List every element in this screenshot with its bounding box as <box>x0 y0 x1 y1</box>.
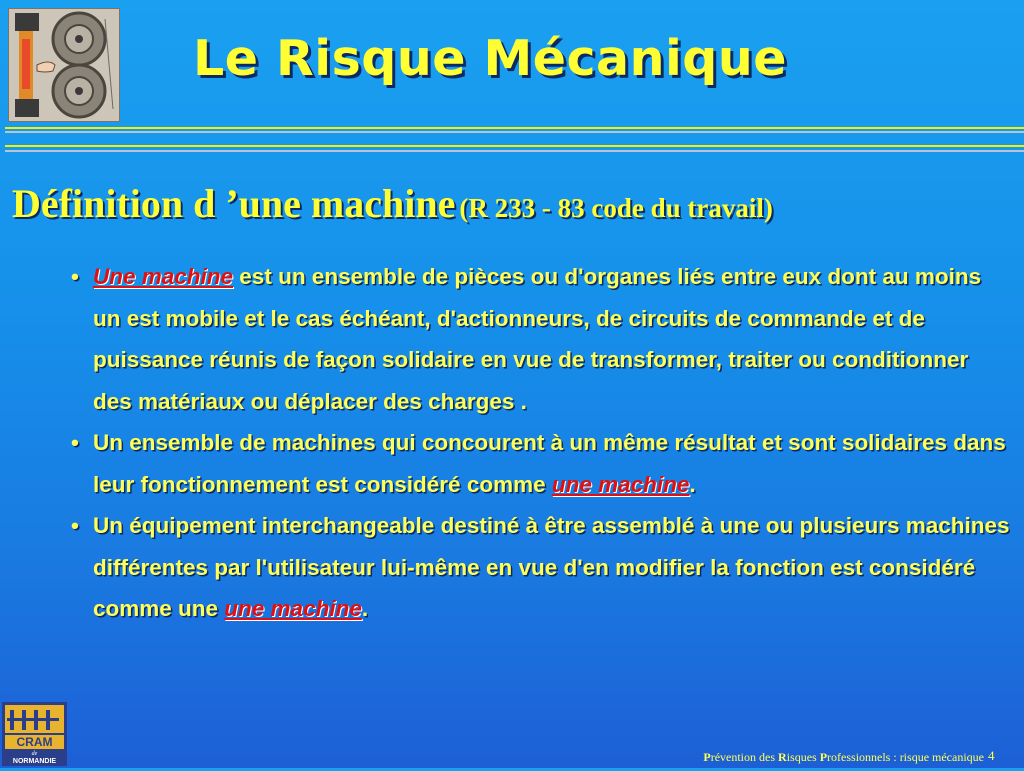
logo-text-small: de <box>31 751 38 757</box>
bullet-dot: • <box>71 513 79 538</box>
footer-segment: révention des <box>710 750 779 764</box>
bullet-tail: . <box>361 596 369 621</box>
heading-reference: (R 233 - 83 code du travail) <box>459 193 773 223</box>
term-highlight: une machine <box>224 596 362 621</box>
title-divider-grey <box>5 131 1024 133</box>
heading-text: Définition d ’une machine <box>12 181 456 226</box>
slide-title: Le Risque Mécanique <box>193 30 787 87</box>
page-number: 4 <box>988 748 995 763</box>
footer-initial: R <box>778 750 787 764</box>
bullet-tail: . <box>689 471 696 497</box>
footer-segment: rofessionnels : risque mécanique <box>827 750 984 764</box>
list-item <box>68 505 1013 630</box>
title-divider-yellow-2 <box>5 145 1024 147</box>
cram-logo <box>2 702 67 766</box>
bullet-dot: • <box>71 430 79 455</box>
term-highlight: Une machine <box>93 264 234 289</box>
term-highlight: une machine <box>551 471 690 497</box>
bullet-text: Un ensemble de machines qui concourent à un même résultat et sont solidaires dans leur fonctionnement est considéré comme <box>93 430 1006 497</box>
title-divider-yellow <box>5 127 1024 129</box>
list-item <box>68 256 1013 422</box>
list-item <box>68 422 1013 505</box>
title-divider-grey-2 <box>5 150 1024 152</box>
bullet-text: est un ensemble de pièces ou d'organes liés entre eux dont au moins un est mobile et le cas échéant, d'actionneurs, de circuits de commande et de puissance réunis de façon solidaire en vue de transformer, traiter ou conditionner des matériaux ou déplacer des charges . <box>93 264 982 414</box>
footer-initial: P <box>703 750 711 764</box>
organisation-logo <box>2 702 67 766</box>
definition-list <box>68 256 1013 630</box>
logo-text-region: NORMANDIE <box>12 758 57 765</box>
bullet-dot: • <box>71 264 79 289</box>
logo-text-main: CRAM <box>16 735 53 749</box>
bullet-text: Un équipement interchangeable destiné à être assemblé à une ou plusieurs machines différentes par l'utilisateur lui-même en vue d'en modifier la fonction est considéré comme une <box>93 513 1010 621</box>
footer-initial: P <box>819 750 828 764</box>
footer-segment: isques <box>786 750 820 764</box>
section-heading <box>12 180 773 227</box>
footer-text <box>703 750 984 765</box>
